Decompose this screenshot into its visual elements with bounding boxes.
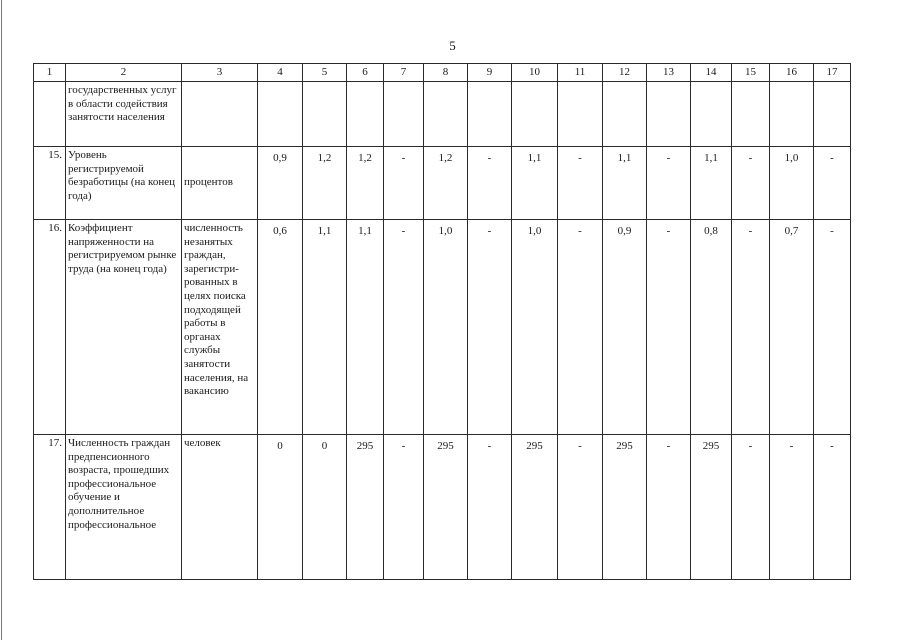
value-cell: 1,2 [424,147,468,220]
column-header: 17 [814,64,851,82]
value-cell: 0,7 [770,220,814,435]
value-cell: - [814,220,851,435]
value-cell [384,82,424,147]
value-cell: - [468,435,512,580]
unit-of-measure: численность незанятых граждан, зарегистри-рованных в целях поиска подходящей работы в органах службы занятости населения, на вакансию [182,220,258,435]
value-cell [424,82,468,147]
unit-of-measure: процентов [182,147,258,220]
value-cell [732,82,770,147]
value-cell: - [732,220,770,435]
column-header: 14 [691,64,732,82]
column-header: 13 [647,64,691,82]
value-cell: 0,9 [603,220,647,435]
value-cell: 0,9 [258,147,303,220]
value-cell: 1,1 [691,147,732,220]
value-cell: 295 [424,435,468,580]
table-row [34,435,851,580]
value-cell: 0,8 [691,220,732,435]
value-cell: 1,1 [603,147,647,220]
value-cell: - [558,435,603,580]
column-number-header-row [34,64,851,82]
column-header: 1 [34,64,66,82]
value-cell [512,82,558,147]
row-number: 15. [34,147,66,220]
value-cell: 0,6 [258,220,303,435]
unit-of-measure [182,82,258,147]
column-header: 4 [258,64,303,82]
column-header: 10 [512,64,558,82]
value-cell: - [558,220,603,435]
value-cell [347,82,384,147]
table-row [34,220,851,435]
value-cell: 1,2 [303,147,347,220]
page-left-edge-line [1,0,2,640]
value-cell [258,82,303,147]
row-number: 17. [34,435,66,580]
value-cell: 295 [347,435,384,580]
value-cell: - [468,147,512,220]
table-row [34,147,851,220]
value-cell [303,82,347,147]
value-cell: - [384,147,424,220]
value-cell: - [384,435,424,580]
value-cell: 1,2 [347,147,384,220]
column-header: 12 [603,64,647,82]
value-cell: 1,0 [770,147,814,220]
value-cell: - [814,435,851,580]
indicators-table [33,63,851,580]
value-cell [603,82,647,147]
value-cell: 0 [303,435,347,580]
value-cell: 1,1 [512,147,558,220]
column-header: 15 [732,64,770,82]
column-header: 6 [347,64,384,82]
indicator-name: Коэффициент напряженности на регистрируемом рынке труда (на конец года) [66,220,182,435]
value-cell: - [770,435,814,580]
value-cell: - [732,147,770,220]
column-header: 5 [303,64,347,82]
value-cell: - [558,147,603,220]
value-cell: 1,0 [512,220,558,435]
value-cell: - [647,220,691,435]
value-cell: - [647,435,691,580]
value-cell: 1,0 [424,220,468,435]
column-header: 2 [66,64,182,82]
page-number: 5 [449,38,456,53]
value-cell: 0 [258,435,303,580]
column-header: 16 [770,64,814,82]
value-cell [814,82,851,147]
column-header: 9 [468,64,512,82]
value-cell [558,82,603,147]
row-number: 16. [34,220,66,435]
value-cell: 295 [512,435,558,580]
row-number [34,82,66,147]
value-cell [770,82,814,147]
value-cell: 295 [691,435,732,580]
unit-of-measure: человек [182,435,258,580]
column-header: 8 [424,64,468,82]
indicator-name: Уровень регистрируемой безработицы (на конец года) [66,147,182,220]
value-cell: - [647,147,691,220]
value-cell [691,82,732,147]
value-cell: 295 [603,435,647,580]
value-cell: - [732,435,770,580]
table-row [34,82,851,147]
indicator-name: государственных услуг в области содействия занятости населения [66,82,182,147]
column-header: 3 [182,64,258,82]
value-cell: 1,1 [347,220,384,435]
indicator-name: Численность граждан предпенсионного возраста, прошедших профессиональное обучение и дополнительное профессиональное [66,435,182,580]
value-cell: - [814,147,851,220]
value-cell: - [384,220,424,435]
value-cell [468,82,512,147]
value-cell [647,82,691,147]
value-cell: 1,1 [303,220,347,435]
column-header: 11 [558,64,603,82]
column-header: 7 [384,64,424,82]
value-cell: - [468,220,512,435]
